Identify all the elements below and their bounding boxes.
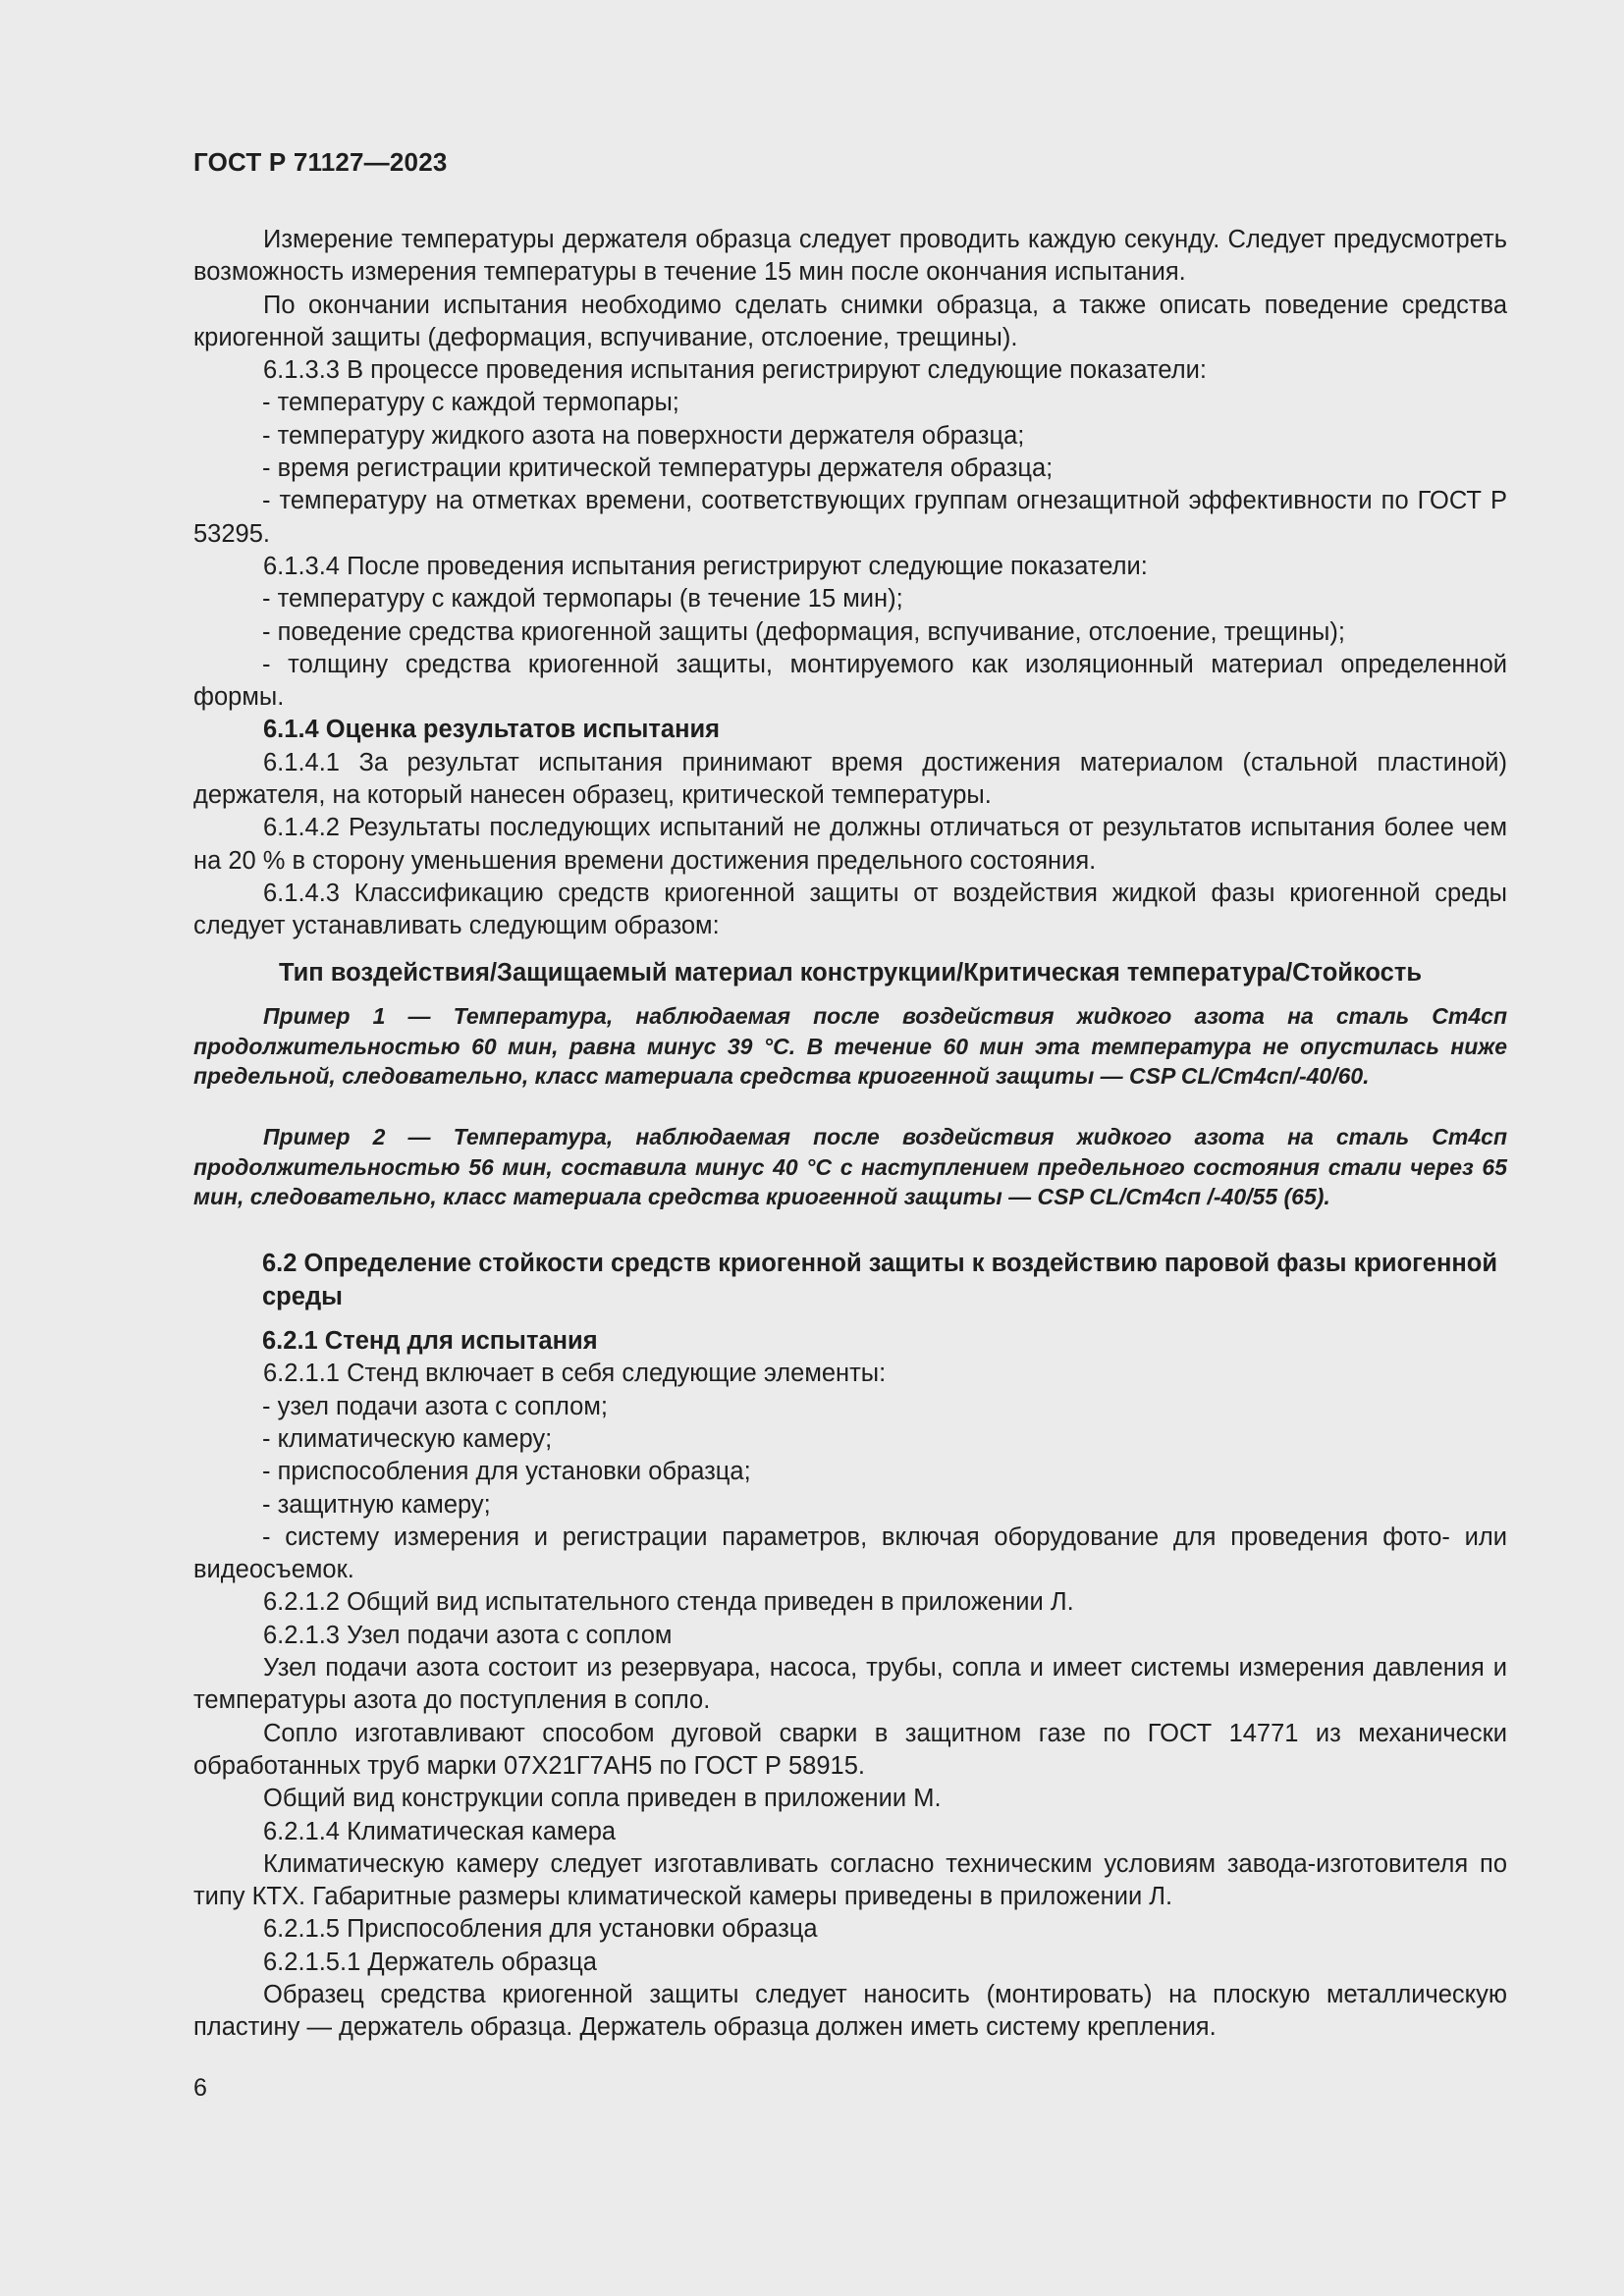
paragraph: По окончании испытания необходимо сделать снимки образца, а также описать поведение средства криогенной защиты (деформация, вспучивание, отслоение, трещины). — [193, 291, 1507, 351]
example-1: Пример 1 — Температура, наблюдаемая после воздействия жидкого азота на сталь Ст4сп продолжительностью 60 мин, равна минус 39 °С. В течение 60 мин эта температура не опустилась ниже предельной, следовательно, класс материала средства криогенной защиты — CSP CL/Ст4сп/-40/60. — [193, 1002, 1507, 1090]
list-item: - температуру с каждой термопары; — [262, 389, 679, 417]
clause-6-1-3-3: 6.1.3.3 В процессе проведения испытания регистрируют следующие показатели: — [263, 356, 1207, 385]
list-item: - температуру на отметках времени, соответствующих группам огнезащитной эффективности по ГОСТ Р 53295. — [193, 487, 1507, 548]
paragraph: Климатическую камеру следует изготавливать согласно техническим условиям завода-изготовителя по типу КТХ. Габаритные размеры климатической камеры приведены в приложении Л. — [193, 1849, 1507, 1911]
list-item: - систему измерения и регистрации параметров, включая оборудование для проведения фото- или видеосъемок. — [193, 1522, 1507, 1584]
clause-6-1-4-1: 6.1.4.1 За результат испытания принимают время достижения материалом (стальной пластиной) держателя, на который нанесен образец, критической температуры. — [193, 748, 1507, 810]
section-heading-6-2-1: 6.2.1 Стенд для испытания — [262, 1327, 598, 1356]
example-2: Пример 2 — Температура, наблюдаемая после воздействия жидкого азота на сталь Ст4сп продолжительностью 56 мин, составила минус 40 °С с наступлением предельного состояния стали через 65 мин, следовательно, класс материала средства криогенной защиты — CSP CL/Ст4сп /-40/55 (65). — [193, 1123, 1507, 1210]
clause-6-2-1-5: 6.2.1.5 Приспособления для установки образца — [263, 1915, 818, 1944]
list-item: - климатическую камеру; — [262, 1424, 553, 1453]
list-item: - поведение средства криогенной защиты (деформация, вспучивание, отслоение, трещины); — [262, 617, 1345, 646]
page-number: 6 — [193, 2074, 207, 2102]
paragraph: Измерение температуры держателя образца следует проводить каждую секунду. Следует предусмотреть возможность измерения температуры в течение 15 мин после окончания испытания. — [193, 226, 1507, 287]
clause-6-2-1-2: 6.2.1.2 Общий вид испытательного стенда приведен в приложении Л. — [263, 1588, 1074, 1617]
document-body — [193, 224, 1507, 2045]
clause-6-2-1-4: 6.2.1.4 Климатическая камера — [263, 1817, 617, 1845]
paragraph: Узел подачи азота состоит из резервуара, насоса, трубы, сопла и имеет системы измерения давления и температуры азота до поступления в сопло. — [193, 1654, 1507, 1715]
paragraph: Общий вид конструкции сопла приведен в приложении М. — [263, 1785, 942, 1813]
section-heading-6-2: 6.2 Определение стойкости средств криогенной защиты к воздействию паровой фазы криогенной среды — [262, 1250, 1498, 1310]
list-item: - узел подачи азота с соплом; — [262, 1392, 608, 1420]
paragraph: Сопло изготавливают способом дуговой сварки в защитном газе по ГОСТ 14771 из механически обработанных труб марки 07Х21Г7АН5 по ГОСТ Р 58915. — [193, 1719, 1507, 1780]
clause-6-1-4-2: 6.1.4.2 Результаты последующих испытаний не должны отличаться от результатов испытания более чем на 20 % в сторону уменьшения времени достижения предельного состояния. — [193, 814, 1507, 875]
list-item: - температуру жидкого азота на поверхности держателя образца; — [262, 421, 1025, 450]
clause-6-2-1-5-1: 6.2.1.5.1 Держатель образца — [263, 1948, 597, 1976]
clause-6-2-1-3: 6.2.1.3 Узел подачи азота с соплом — [263, 1621, 673, 1649]
list-item: - толщину средства криогенной защиты, монтируемого как изоляционный материал определенной формы. — [193, 650, 1507, 712]
list-item: - защитную камеру; — [262, 1490, 491, 1519]
list-item: - время регистрации критической температуры держателя образца; — [262, 454, 1054, 483]
clause-6-1-3-4: 6.1.3.4 После проведения испытания регистрируют следующие показатели: — [263, 552, 1148, 580]
classification-scheme: Тип воздействия/Защищаемый материал конструкции/Критическая температура/Стойкость — [278, 958, 1423, 987]
list-item: - температуру с каждой термопары (в течение 15 мин); — [262, 585, 903, 614]
document-code-header: ГОСТ Р 71127—2023 — [193, 147, 448, 177]
clause-6-1-4-3: 6.1.4.3 Классификацию средств криогенной защиты от воздействия жидкой фазы криогенной среды следует устанавливать следующим образом: — [193, 879, 1507, 940]
list-item: - приспособления для установки образца; — [262, 1458, 751, 1486]
paragraph: Образец средства криогенной защиты следует наносить (монтировать) на плоскую металлическую пластину — держатель образца. Держатель образца должен иметь систему крепления. — [193, 1980, 1507, 2042]
clause-6-2-1-1: 6.2.1.1 Стенд включает в себя следующие элементы: — [263, 1360, 887, 1388]
section-heading-6-1-4: 6.1.4 Оценка результатов испытания — [263, 716, 721, 744]
